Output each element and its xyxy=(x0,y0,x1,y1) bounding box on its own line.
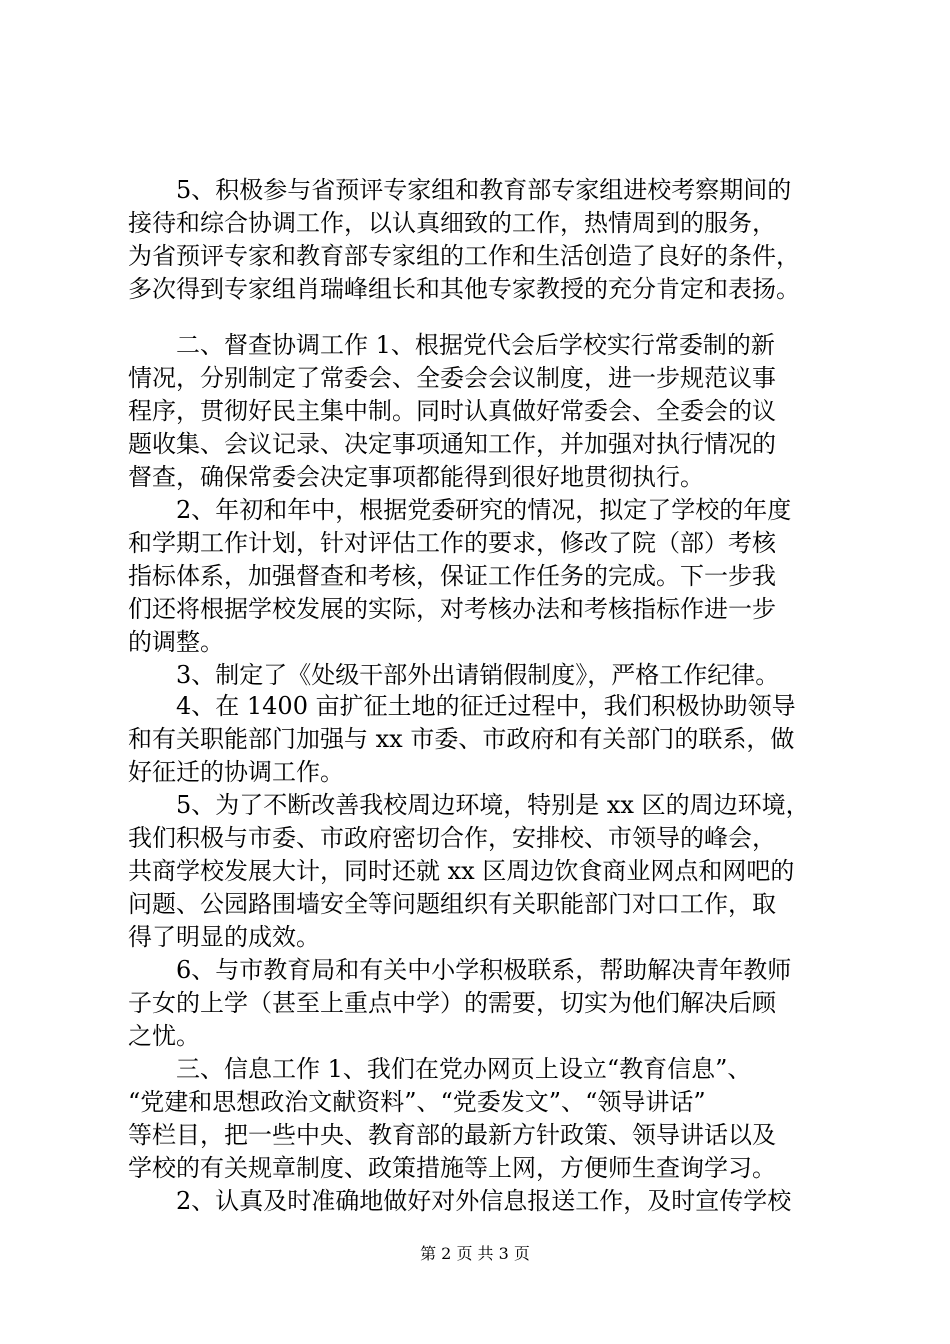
text-line: 程序，贯彻好民主集中制。同时认真做好常委会、全委会的议 xyxy=(128,397,776,425)
text-line: 5、积极参与省预评专家组和教育部专家组进校考察期间的 xyxy=(128,176,792,204)
page-number-label: 第 2 页 共 3 页 xyxy=(420,1244,530,1263)
text-line: 题收集、会议记录、决定事项通知工作，并加强对执行情况的 xyxy=(128,430,776,458)
text-line: 4、在 1400 亩扩征土地的征迁过程中，我们积极协助领导 xyxy=(128,692,796,720)
text-line: 子女的上学（甚至上重点中学）的需要，切实为他们解决后顾 xyxy=(128,989,776,1017)
text-line: 共商学校发展大计，同时还就 xx 区周边饮食商业网点和网吧的 xyxy=(128,857,795,885)
text-line: 2、认真及时准确地做好对外信息报送工作，及时宣传学校 xyxy=(128,1187,792,1215)
text-line: 指标体系，加强督查和考核，保证工作任务的完成。下一步我 xyxy=(128,562,776,590)
paragraph-coordination xyxy=(128,690,848,1218)
text-line: 多次得到专家组肖瑞峰组长和其他专家教授的充分肯定和表扬。 xyxy=(128,275,800,303)
text-line: 之忧。 xyxy=(128,1022,200,1050)
text-line: 情况，分别制定了常委会、全委会会议制度，进一步规范议事 xyxy=(128,364,776,392)
page-footer xyxy=(0,1244,950,1264)
text-line: 好征迁的协调工作。 xyxy=(128,758,344,786)
text-line: 和有关职能部门加强与 xx 市委、市政府和有关部门的联系，做 xyxy=(128,725,795,753)
text-line: 3、制定了《处级干部外出请销假制度》，严格工作纪律。 xyxy=(128,661,780,689)
text-line: 和学期工作计划，针对评估工作的要求，修改了院（部）考核 xyxy=(128,529,776,557)
text-line: 6、与市教育局和有关中小学积极联系，帮助解决青年教师 xyxy=(128,956,792,984)
text-line: 三、信息工作 1、我们在党办网页上设立“教育信息”、 xyxy=(128,1055,752,1083)
text-line: 2、年初和年中，根据党委研究的情况，拟定了学校的年度 xyxy=(128,496,792,524)
text-line: 学校的有关规章制度、政策措施等上网，方便师生查询学习。 xyxy=(128,1154,776,1182)
text-line: 我们积极与市委、市政府密切合作，安排校、市领导的峰会， xyxy=(128,824,776,852)
text-line: 等栏目，把一些中央、教育部的最新方针政策、领导讲话以及 xyxy=(128,1121,776,1149)
text-line: 问题、公园路围墙安全等问题组织有关职能部门对口工作，取 xyxy=(128,890,776,918)
text-line: 督查，确保常委会决定事项都能得到很好地贯彻执行。 xyxy=(128,463,704,491)
paragraph-reception xyxy=(128,174,848,306)
text-line: 的调整。 xyxy=(128,628,224,656)
text-line: 为省预评专家和教育部专家组的工作和生活创造了良好的条件， xyxy=(128,242,800,270)
text-line: 二、督查协调工作 1、根据党代会后学校实行常委制的新 xyxy=(128,331,775,359)
text-line: 接待和综合协调工作，以认真细致的工作，热情周到的服务， xyxy=(128,209,776,237)
text-line: 们还将根据学校发展的实际，对考核办法和考核指标作进一步 xyxy=(128,595,776,623)
text-line: 5、为了不断改善我校周边环境，特别是 xx 区的周边环境， xyxy=(128,791,810,819)
paragraph-supervision xyxy=(128,329,848,692)
text-line: “党建和思想政治文献资料”、“党委发文”、“领导讲话” xyxy=(128,1088,706,1116)
text-line: 得了明显的成效。 xyxy=(128,923,320,951)
